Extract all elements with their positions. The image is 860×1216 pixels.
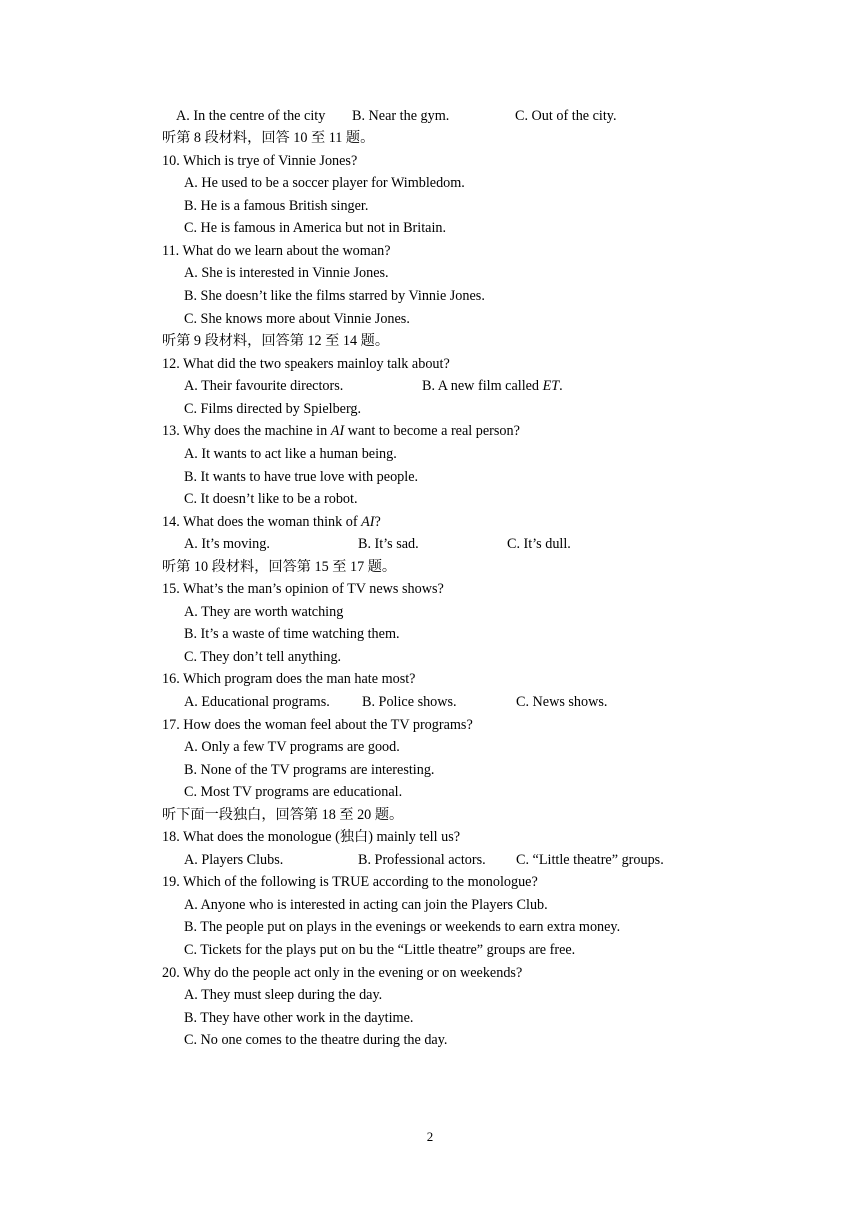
option-b: B. They have other work in the daytime. bbox=[184, 1010, 414, 1026]
q9-options-row bbox=[0, 107, 860, 125]
option-c: C. Tickets for the plays put on bu the “Little theatre” groups are free. bbox=[184, 942, 576, 958]
option-b: B. She doesn’t like the films starred by Vinnie Jones. bbox=[184, 288, 485, 304]
section-heading: 听第 10 段材料，回答第 15 至 17 题。 bbox=[162, 559, 397, 575]
option-c: C. He is famous in America but not in Britain. bbox=[184, 220, 447, 236]
question-14: 14. What does the woman think of AI? bbox=[162, 514, 381, 530]
question-12: 12. What did the two speakers mainloy talk about? bbox=[162, 356, 450, 372]
option-c: C. No one comes to the theatre during the day. bbox=[184, 1032, 448, 1048]
section-heading: 听下面一段独白，回答第 18 至 20 题。 bbox=[162, 807, 404, 823]
page-number: 2 bbox=[426, 1129, 434, 1144]
section-heading: 听第 8 段材料，回答 10 至 11 题。 bbox=[162, 130, 375, 146]
option-a: A. It’s moving. bbox=[184, 536, 270, 552]
option-c: C. It’s dull. bbox=[507, 536, 571, 552]
option-b: B. Police shows. bbox=[362, 694, 457, 710]
options-row bbox=[0, 851, 860, 869]
option-a: A. She is interested in Vinnie Jones. bbox=[184, 265, 389, 281]
question-10: 10. Which is trye of Vinnie Jones? bbox=[162, 153, 358, 169]
question-17: 17. How does the woman feel about the TV programs? bbox=[162, 717, 473, 733]
option-c: C. It doesn’t like to be a robot. bbox=[184, 491, 358, 507]
question-18: 18. What does the monologue (独白) mainly tell us? bbox=[162, 829, 461, 845]
option-a: A. They must sleep during the day. bbox=[184, 987, 383, 1003]
option-c: C. Films directed by Spielberg. bbox=[184, 401, 362, 417]
option-b: B. Professional actors. bbox=[358, 852, 486, 868]
option-b: B. Near the gym. bbox=[352, 108, 450, 124]
option-a: A. Educational programs. bbox=[184, 694, 330, 710]
question-19: 19. Which of the following is TRUE according to the monologue? bbox=[162, 874, 538, 890]
question-11: 11. What do we learn about the woman? bbox=[162, 243, 391, 259]
option-b: B. He is a famous British singer. bbox=[184, 198, 369, 214]
option-a: A. They are worth watching bbox=[184, 604, 344, 620]
option-c: C. They don’t tell anything. bbox=[184, 649, 342, 665]
option-a: A. Their favourite directors. bbox=[184, 378, 344, 394]
option-b: B. It’s sad. bbox=[358, 536, 419, 552]
option-a: A. Only a few TV programs are good. bbox=[184, 739, 400, 755]
question-20: 20. Why do the people act only in the evening or on weekends? bbox=[162, 965, 523, 981]
option-a: A. Anyone who is interested in acting can join the Players Club. bbox=[184, 897, 548, 913]
option-a: A. He used to be a soccer player for Wimbledom. bbox=[184, 175, 465, 191]
section-heading: 听第 9 段材料，回答第 12 至 14 题。 bbox=[162, 333, 390, 349]
option-b: B. It wants to have true love with people. bbox=[184, 469, 419, 485]
option-a: A. In the centre of the city bbox=[176, 108, 326, 124]
option-c: C. She knows more about Vinnie Jones. bbox=[184, 311, 410, 327]
option-c: C. Most TV programs are educational. bbox=[184, 784, 403, 800]
option-c: C. Out of the city. bbox=[515, 108, 617, 124]
option-c: C. “Little theatre” groups. bbox=[516, 852, 664, 868]
options-row bbox=[0, 693, 860, 711]
option-c: C. News shows. bbox=[516, 694, 608, 710]
options-row bbox=[0, 377, 860, 395]
question-16: 16. Which program does the man hate most? bbox=[162, 671, 416, 687]
option-b: B. The people put on plays in the evenings or weekends to earn extra money. bbox=[184, 919, 621, 935]
option-a: A. Players Clubs. bbox=[184, 852, 284, 868]
question-13: 13. Why does the machine in AI want to become a real person? bbox=[162, 423, 520, 439]
option-b: B. It’s a waste of time watching them. bbox=[184, 626, 400, 642]
question-15: 15. What’s the man’s opinion of TV news shows? bbox=[162, 581, 444, 597]
option-a: A. It wants to act like a human being. bbox=[184, 446, 397, 462]
options-row bbox=[0, 535, 860, 553]
option-b: B. None of the TV programs are interesting. bbox=[184, 762, 435, 778]
option-b: B. A new film called ET. bbox=[422, 378, 563, 394]
